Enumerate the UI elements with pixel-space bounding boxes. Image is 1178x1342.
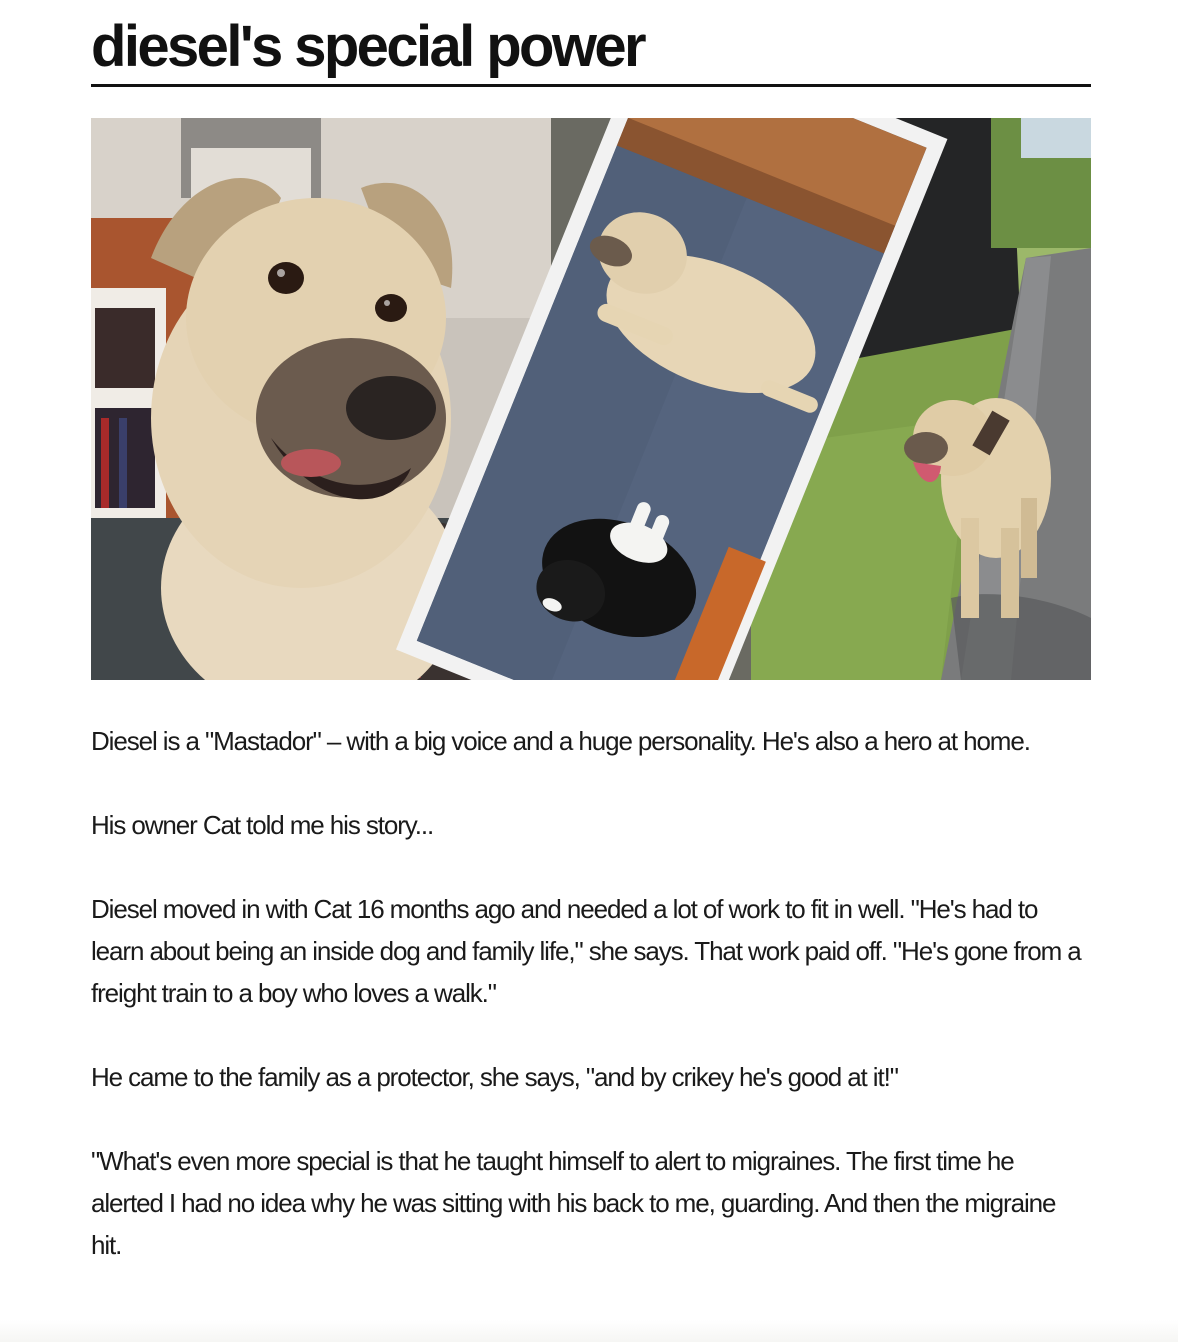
- article-photo-collage: [91, 118, 1091, 680]
- article-title: diesel's special power: [91, 14, 644, 79]
- article-body: [91, 720, 1091, 1308]
- paragraph: His owner Cat told me his story...: [91, 810, 434, 840]
- paragraph: "What's even more special is that he taught himself to alert to migraines. The first time he alerted I had no idea why he was sitting with his back to me, guarding. And then the migraine hit.: [91, 1146, 1056, 1260]
- bottom-fade: [0, 1320, 1178, 1342]
- paragraph: Diesel moved in with Cat 16 months ago and needed a lot of work to fit in well. "He's had to learn about being an inside dog and family life," she says. That work paid off. "He's gone from a freight train to a boy who loves a walk.": [91, 894, 1081, 1008]
- paragraph: He came to the family as a protector, she says, "and by crikey he's good at it!": [91, 1062, 898, 1092]
- article: [91, 0, 1091, 1260]
- title-divider: [91, 84, 1091, 87]
- paragraph: Diesel is a "Mastador" – with a big voice and a huge personality. He's also a hero at home.: [91, 726, 1030, 756]
